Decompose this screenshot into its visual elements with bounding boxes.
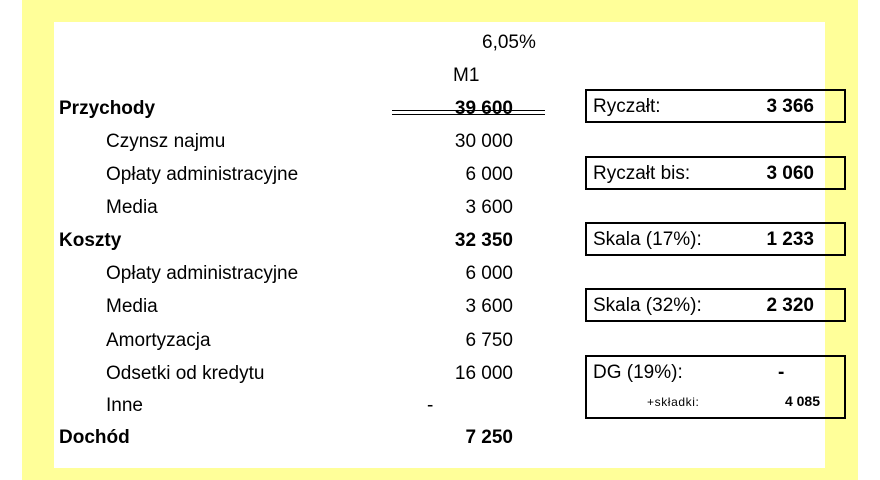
row-value-czynsz: 30 000	[454, 131, 513, 152]
row-value-przychody: 39 600	[454, 98, 513, 119]
row-label-amortyzacja: Amortyzacja	[106, 330, 211, 351]
dg-box-value: -	[778, 362, 785, 383]
tax-box-skala-17	[585, 222, 846, 256]
tax-box-ryczalt	[585, 89, 846, 123]
tax-box-value: 3 060	[766, 163, 814, 184]
row-label-przychody: Przychody	[59, 98, 156, 119]
row-value-media-2: 3 600	[465, 296, 513, 317]
spreadsheet	[54, 22, 825, 468]
row-label-media-1: Media	[106, 197, 158, 218]
tax-box-dg	[585, 355, 846, 419]
row-label-czynsz: Czynsz najmu	[106, 131, 226, 152]
tax-box-skala-32	[585, 288, 846, 322]
dg-box-label: DG (19%):	[593, 362, 683, 383]
row-label-odsetki: Odsetki od kredytu	[106, 363, 265, 384]
tax-box-label: Ryczałt bis:	[593, 163, 691, 184]
row-value-odsetki: 16 000	[454, 363, 513, 384]
row-label-koszty: Koszty	[59, 230, 122, 251]
row-value-amortyzacja: 6 750	[465, 330, 513, 351]
row-value-dochod: 7 250	[465, 427, 513, 448]
row-label-media-2: Media	[106, 296, 158, 317]
row-label-inne: Inne	[106, 395, 143, 416]
tax-box-label: Skala (32%):	[593, 295, 702, 316]
row-value-inne: -	[427, 395, 434, 416]
tax-box-ryczalt-bis	[585, 156, 846, 190]
tax-box-label: Skala (17%):	[593, 229, 702, 250]
row-value-oplaty-2: 6 000	[465, 263, 513, 284]
tax-box-label: Ryczałt:	[593, 96, 661, 117]
row-label-dochod: Dochód	[59, 427, 130, 448]
dg-box-sub-label: +składki:	[647, 395, 700, 409]
row-label-oplaty-2: Opłaty administracyjne	[106, 263, 299, 284]
tax-box-value: 3 366	[766, 96, 814, 117]
row-value-koszty: 32 350	[454, 230, 513, 251]
rate-cell: 6,05%	[482, 32, 536, 53]
row-value-media-1: 3 600	[465, 197, 513, 218]
row-value-oplaty-1: 6 000	[465, 164, 513, 185]
tax-box-value: 2 320	[766, 295, 814, 316]
tax-box-value: 1 233	[766, 229, 814, 250]
dg-box-sub-value: 4 085	[784, 393, 820, 409]
column-header-m1: M1	[453, 65, 480, 86]
row-label-oplaty-1: Opłaty administracyjne	[106, 164, 299, 185]
